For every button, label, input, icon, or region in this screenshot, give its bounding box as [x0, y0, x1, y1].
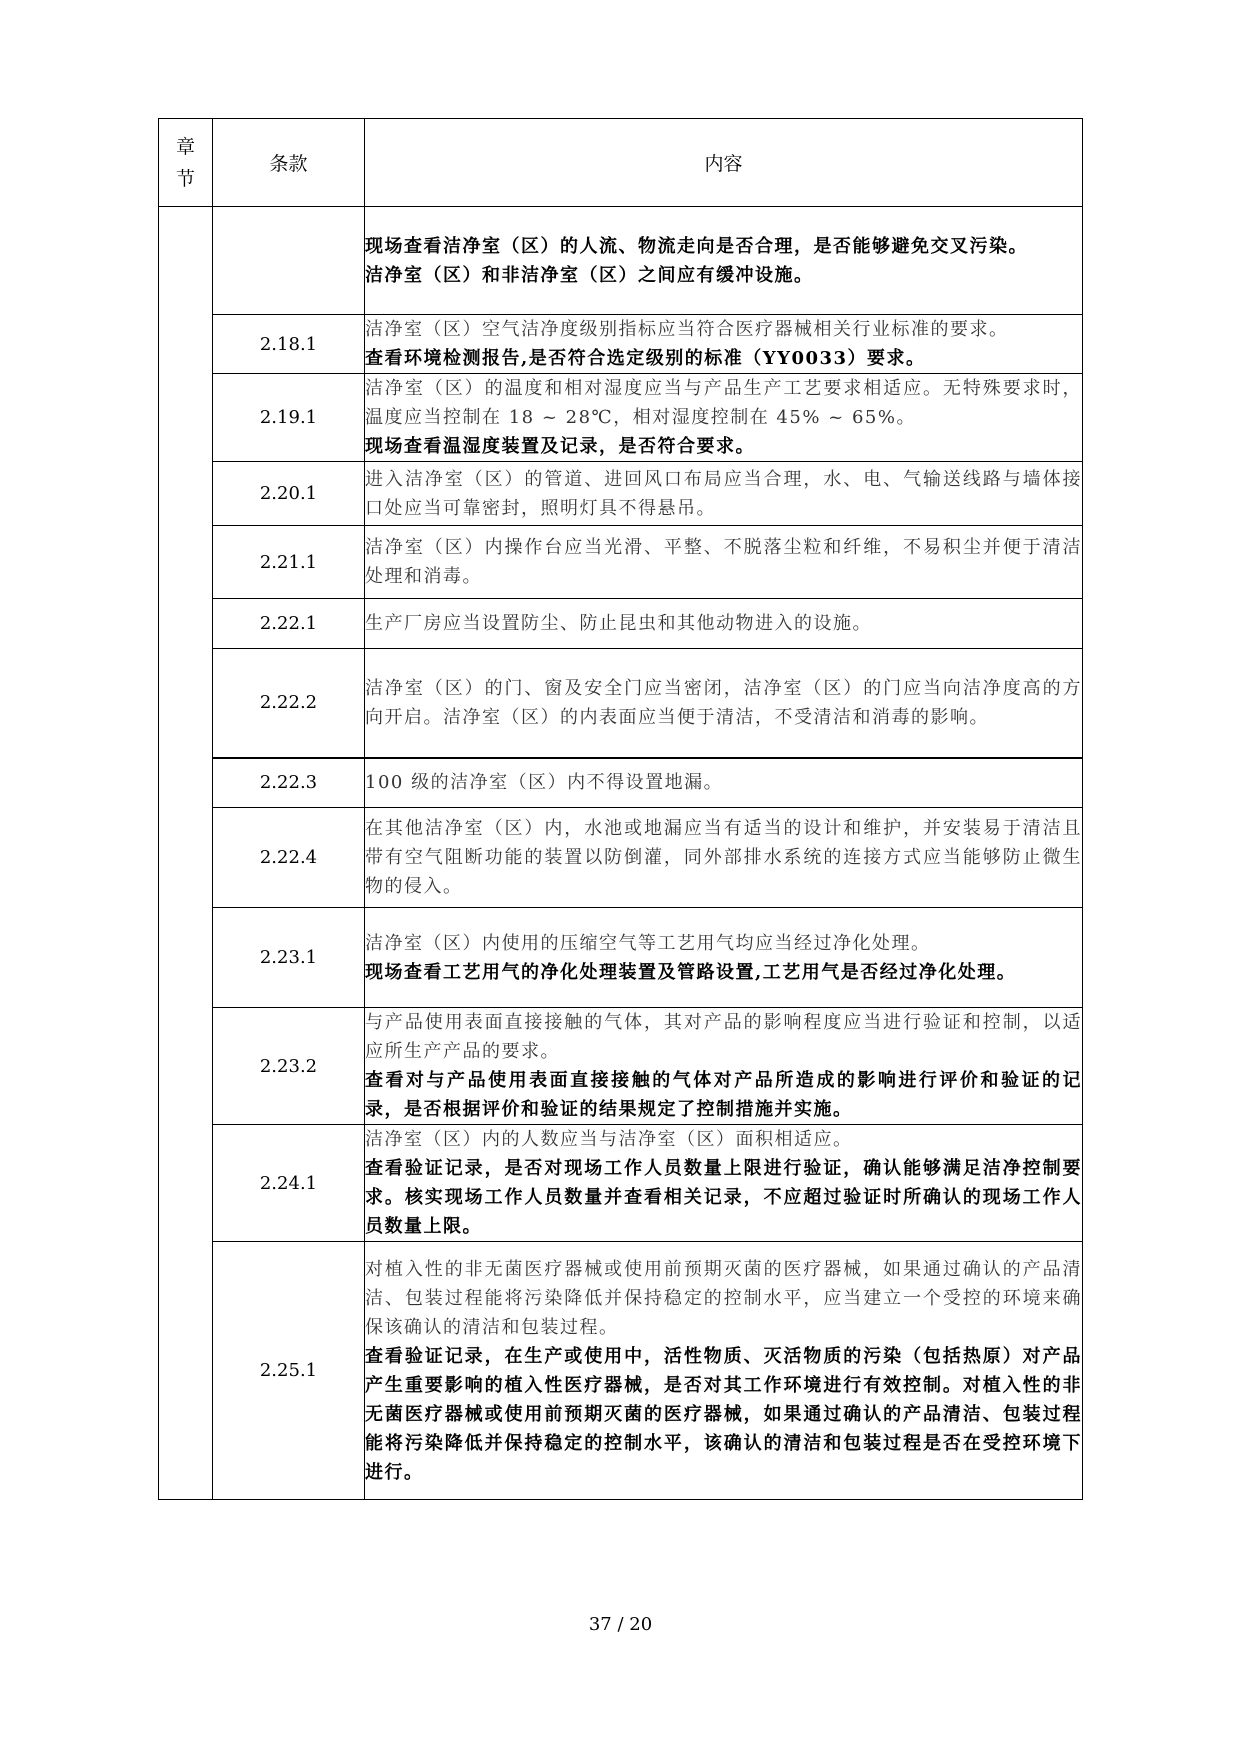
table-row — [159, 1125, 1083, 1242]
inspection-method-text: 洁净室（区）和非洁净室（区）之间应有缓冲设施。 — [365, 264, 814, 286]
requirement-text: 100 级的洁净室（区）内不得设置地漏。 — [365, 772, 724, 794]
page-number: 37 / 20 — [588, 1614, 653, 1635]
requirement-text: 洁净室（区）内使用的压缩空气等工艺用气均应当经过净化处理。 — [365, 932, 931, 954]
regulation-table — [158, 118, 1083, 1500]
table-row — [159, 1008, 1083, 1125]
content-cell — [365, 599, 1083, 649]
content-cell — [365, 1242, 1083, 1500]
content-cell — [365, 462, 1083, 526]
header-chapter-text: 章节 — [175, 135, 195, 190]
content-cell — [365, 1008, 1083, 1125]
clause-number: 2.22.3 — [213, 758, 365, 808]
content-cell — [365, 374, 1083, 462]
requirement-text: 洁净室（区）的门、窗及安全门应当密闭，洁净室（区）的门应当向洁净度高的方向开启。洁净室（区）的内表面应当便于清洁，不受清洁和消毒的影响。 — [365, 677, 1082, 728]
clause-number: 2.23.1 — [213, 908, 365, 1008]
header-clause: 条款 — [213, 119, 365, 207]
table-row — [159, 462, 1083, 526]
content-cell — [365, 808, 1083, 908]
inspection-method-text: 现场查看洁净室（区）的人流、物流走向是否合理，是否能够避免交叉污染。 — [365, 235, 1028, 257]
content-cell — [365, 908, 1083, 1008]
requirement-text: 进入洁净室（区）的管道、进回风口布局应当合理，水、电、气输送线路与墙体接口处应当可靠密封，照明灯具不得悬吊。 — [365, 468, 1082, 519]
table-row — [159, 526, 1083, 599]
clause-number — [213, 207, 365, 315]
clause-number: 2.21.1 — [213, 526, 365, 599]
requirement-text: 洁净室（区）内操作台应当光滑、平整、不脱落尘粒和纤维，不易积尘并便于清洁处理和消毒。 — [365, 537, 1082, 587]
table-body — [159, 207, 1083, 1500]
chapter-cell — [159, 207, 213, 1500]
table-row — [159, 599, 1083, 649]
clause-number: 2.22.4 — [213, 808, 365, 908]
table-row — [159, 374, 1083, 462]
inspection-method-text: 查看验证记录，是否对现场工作人员数量上限进行验证，确认能够满足洁净控制要求。核实现场工作人员数量并查看相关记录，不应超过验证时所确认的现场工作人员数量上限。 — [365, 1158, 1082, 1237]
table-row — [159, 207, 1083, 315]
requirement-text: 在其他洁净室（区）内，水池或地漏应当有适当的设计和维护，并安装易于清洁且带有空气阻断功能的装置以防倒灌，同外部排水系统的连接方式应当能够防止微生物的侵入。 — [365, 818, 1082, 897]
content-cell — [365, 315, 1083, 374]
content-cell — [365, 526, 1083, 599]
clause-number: 2.22.1 — [213, 599, 365, 649]
clause-number: 2.25.1 — [213, 1242, 365, 1500]
requirement-text: 与产品使用表面直接接触的气体，其对产品的影响程度应当进行验证和控制，以适应所生产产品的要求。 — [365, 1012, 1082, 1062]
table-row — [159, 908, 1083, 1008]
content-cell — [365, 1125, 1083, 1242]
clause-number: 2.22.2 — [213, 649, 365, 758]
table-header-row — [159, 119, 1083, 207]
content-cell — [365, 649, 1083, 758]
inspection-method-text: 现场查看温湿度装置及记录，是否符合要求。 — [365, 436, 755, 457]
requirement-text: 生产厂房应当设置防尘、防止昆虫和其他动物进入的设施。 — [365, 613, 872, 634]
clause-number: 2.20.1 — [213, 462, 365, 526]
clause-number: 2.24.1 — [213, 1125, 365, 1242]
header-content: 内容 — [365, 119, 1083, 207]
requirement-text: 洁净室（区）内的人数应当与洁净室（区）面积相适应。 — [365, 1129, 853, 1150]
requirement-text: 对植入性的非无菌医疗器械或使用前预期灭菌的医疗器械，如果通过确认的产品清洁、包装过程能将污染降低并保持稳定的控制水平，应当建立一个受控的环境来确保该确认的清洁和包装过程。 — [365, 1258, 1082, 1338]
inspection-method-text: 现场查看工艺用气的净化处理装置及管路设置,工艺用气是否经过净化处理。 — [365, 961, 1017, 983]
requirement-text: 洁净室（区）的温度和相对湿度应当与产品生产工艺要求相适应。无特殊要求时，温度应当控制在 18 ~ 28℃，相对湿度控制在 45% ~ 65%。 — [365, 378, 1082, 428]
table-row — [159, 758, 1083, 808]
inspection-method-text: 查看对与产品使用表面直接接触的气体对产品所造成的影响进行评价和验证的记录，是否根据评价和验证的结果规定了控制措施并实施。 — [365, 1070, 1082, 1120]
table-row — [159, 1242, 1083, 1500]
table-row — [159, 649, 1083, 758]
table-row — [159, 808, 1083, 908]
content-cell — [365, 207, 1083, 315]
clause-number: 2.19.1 — [213, 374, 365, 462]
requirement-text: 洁净室（区）空气洁净度级别指标应当符合医疗器械相关行业标准的要求。 — [365, 319, 1009, 340]
table-row — [159, 315, 1083, 374]
inspection-method-text: 查看验证记录，在生产或使用中，活性物质、灭活物质的污染（包括热原）对产品产生重要影响的植入性医疗器械，是否对其工作环境进行有效控制。对植入性的非无菌医疗器械或使用前预期灭菌的医疗器械，如果通过确认的产品清洁、包装过程能将污染降低并保持稳定的控制水平，该确认的清洁和包装过程是否在受控环境下进行。 — [365, 1345, 1082, 1483]
inspection-method-text: 查看环境检测报告,是否符合选定级别的标准（YY0033）要求。 — [365, 348, 926, 369]
header-chapter — [159, 119, 213, 207]
clause-number: 2.18.1 — [213, 315, 365, 374]
content-cell — [365, 758, 1083, 808]
clause-number: 2.23.2 — [213, 1008, 365, 1125]
